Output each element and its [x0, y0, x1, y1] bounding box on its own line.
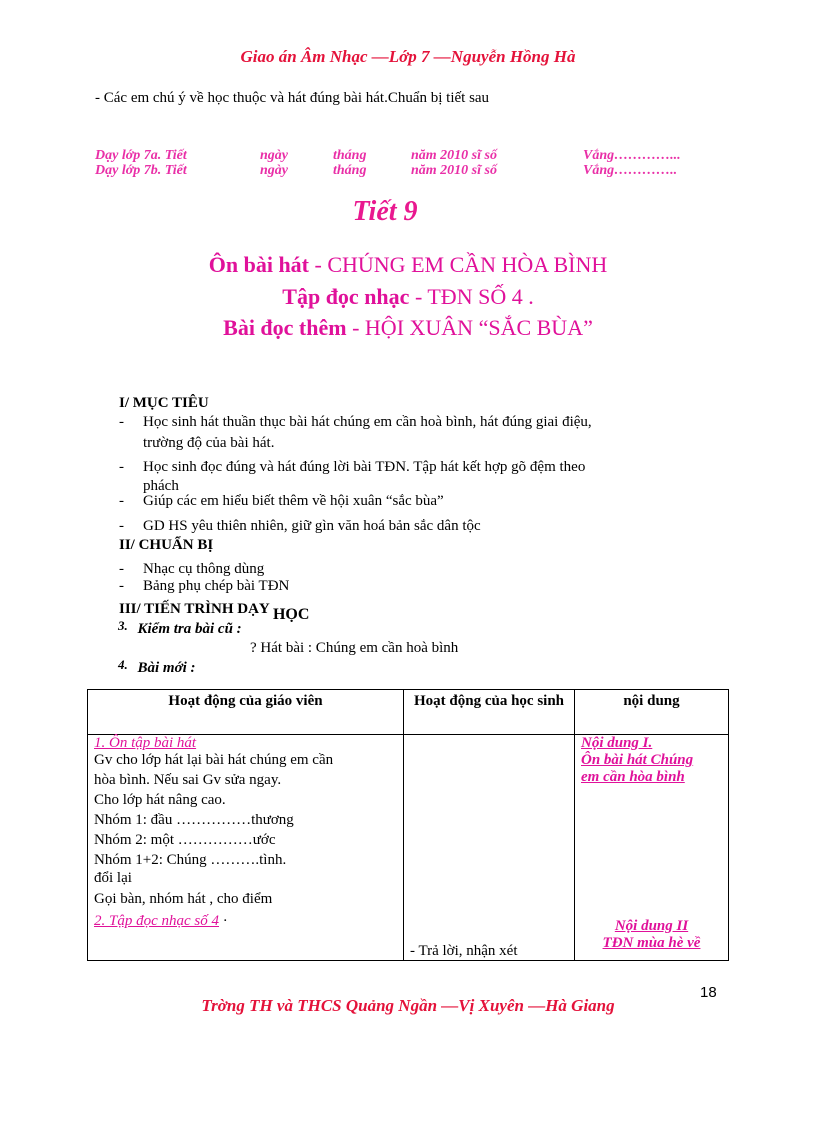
table-row [88, 735, 729, 961]
student-activity: - Trả lời, nhận xét [410, 943, 518, 959]
objective-item: - GD HS yêu thiên nhiên, giữ gìn văn hoá bản sắc dân tộc [119, 518, 481, 534]
step-4-number: 4. [118, 657, 128, 672]
preparation-text: Bảng phụ chép bài TĐN [143, 578, 290, 594]
schedule-7a-vang: Vắng…………... [583, 148, 681, 163]
preparation-text: Nhạc cụ thông dùng [143, 561, 265, 577]
topic-3-label: Bài đọc thêm [223, 315, 347, 340]
objective-text: Học sinh hát thuần thục bài hát chúng em cần hoà bình, hát đúng giai điệu, [143, 414, 592, 430]
header-content: nội dung [575, 690, 729, 735]
teacher-line: Cho lớp hát nâng cao. [94, 792, 226, 808]
topic-2 [0, 284, 816, 310]
teacher-line: Nhóm 2: một ……………ước [94, 832, 276, 848]
content-part1-line: Ôn bài hát Chúng [581, 752, 694, 768]
objective-text: Học sinh đọc đúng và hát đúng lời bài TĐN. Tập hát kết hợp gõ đệm theo [143, 459, 586, 475]
content-cell [575, 735, 729, 961]
topic-3 [0, 315, 816, 341]
table-header-row [88, 690, 729, 735]
topic-1 [0, 252, 816, 278]
page-header: Giao án Âm Nhạc —Lớp 7 —Nguyễn Hồng Hà [240, 47, 576, 66]
section-process-title [119, 600, 310, 623]
step-4 [118, 657, 196, 677]
student-cell [404, 735, 575, 961]
objective-item: - Giúp các em hiểu biết thêm về hội xuân “sắc bùa” [119, 493, 444, 509]
section-objectives-title: I/ MỤC TIÊU [119, 395, 209, 411]
step-4-label: Bài mới : [137, 660, 196, 676]
objective-text-cont: trường độ của bài hát. [143, 435, 275, 451]
homework-note: - Các em chú ý về học thuộc và hát đúng bài hát.Chuẩn bị tiết sau [95, 90, 490, 106]
topic-2-label: Tập đọc nhạc [282, 284, 410, 309]
teacher-heading-reading-tail: · [219, 913, 228, 929]
content-part1-title: Nội dung I. [581, 735, 653, 751]
content-part2-line: TĐN mùa hè về [602, 935, 701, 951]
section-preparation-title: II/ CHUẨN BỊ [119, 537, 214, 553]
page-number: 18 [700, 984, 717, 1001]
schedule-7a [95, 148, 681, 164]
schedule-7a-thang: tháng [333, 148, 367, 163]
teacher-heading-reading [94, 913, 397, 930]
schedule-7b-thang: tháng [333, 163, 367, 178]
teacher-line: đổi lại [94, 870, 132, 886]
teacher-line: Nhóm 1+2: Chúng ……….tình. [94, 852, 287, 868]
section-process-title-text: III/ TIẾN TRÌNH DẠY [119, 601, 270, 617]
content-part1-line: em cần hòa bình [581, 769, 685, 785]
objective-item: - Học sinh đọc đúng và hát đúng lời bài TĐN. Tập hát kết hợp gõ đệm theo [119, 459, 586, 475]
objective-text-cont: phách [143, 478, 179, 494]
content-part2-title: Nội dung II [614, 918, 689, 934]
step-3-label: Kiểm tra bài cũ : [137, 621, 242, 637]
schedule-7b-vang: Vắng………….. [583, 163, 678, 178]
teacher-cell [88, 735, 404, 961]
header-student: Hoạt động của học sinh [404, 690, 575, 735]
step-3-question: ? Hát bài : Chúng em cần hoà bình [250, 640, 459, 656]
step-3-number: 3. [118, 618, 128, 633]
schedule-7a-day: Dạy lớp 7a. Tiết [95, 148, 187, 163]
teacher-line: hòa bình. Nếu sai Gv sửa ngay. [94, 772, 282, 788]
schedule-7a-nam: năm 2010 sĩ số [411, 148, 497, 163]
lesson-plan-table [87, 689, 729, 961]
topic-2-content: - TĐN SỐ 4 . [409, 284, 534, 309]
header-teacher: Hoạt động của giáo viên [88, 690, 404, 735]
schedule-7a-ngay: ngày [260, 148, 288, 163]
schedule-7b [95, 163, 678, 179]
schedule-7b-day: Dạy lớp 7b. Tiết [95, 163, 187, 178]
objective-text: GD HS yêu thiên nhiên, giữ gìn văn hoá bản sắc dân tộc [143, 518, 481, 534]
teacher-heading-reading-text: 2. Tập đọc nhạc số 4 [94, 913, 219, 929]
page-footer: Trờng TH và THCS Quảng Ngần —Vị Xuyên —Hà Giang [201, 996, 615, 1015]
schedule-7b-nam: năm 2010 sĩ số [411, 163, 497, 178]
step-3 [118, 618, 242, 638]
lesson-title: Tiết 9 [352, 196, 418, 227]
topic-3-content: - HỘI XUÂN “SẮC BÙA” [346, 315, 593, 340]
objective-text: Giúp các em hiểu biết thêm về hội xuân “sắc bùa” [143, 493, 444, 509]
preparation-item: - Bảng phụ chép bài TĐN [119, 578, 290, 594]
teacher-line: Nhóm 1: đầu ……………thương [94, 812, 294, 828]
teacher-heading-review: 1. Ôn tập bài hát [94, 735, 197, 751]
topic-1-content: - CHÚNG EM CẦN HÒA BÌNH [309, 252, 608, 277]
schedule-7b-ngay: ngày [260, 163, 288, 178]
teacher-line: Gv cho lớp hát lại bài hát chúng em cần [94, 752, 334, 768]
topic-1-label: Ôn bài hát [208, 252, 310, 277]
objective-item: - Học sinh hát thuần thục bài hát chúng em cần hoà bình, hát đúng giai điệu, [119, 414, 592, 430]
teacher-line: Gọi bàn, nhóm hát , cho điểm [94, 891, 273, 907]
section-process-title-tail: HỌC [272, 606, 310, 623]
preparation-item: - Nhạc cụ thông dùng [119, 561, 265, 577]
